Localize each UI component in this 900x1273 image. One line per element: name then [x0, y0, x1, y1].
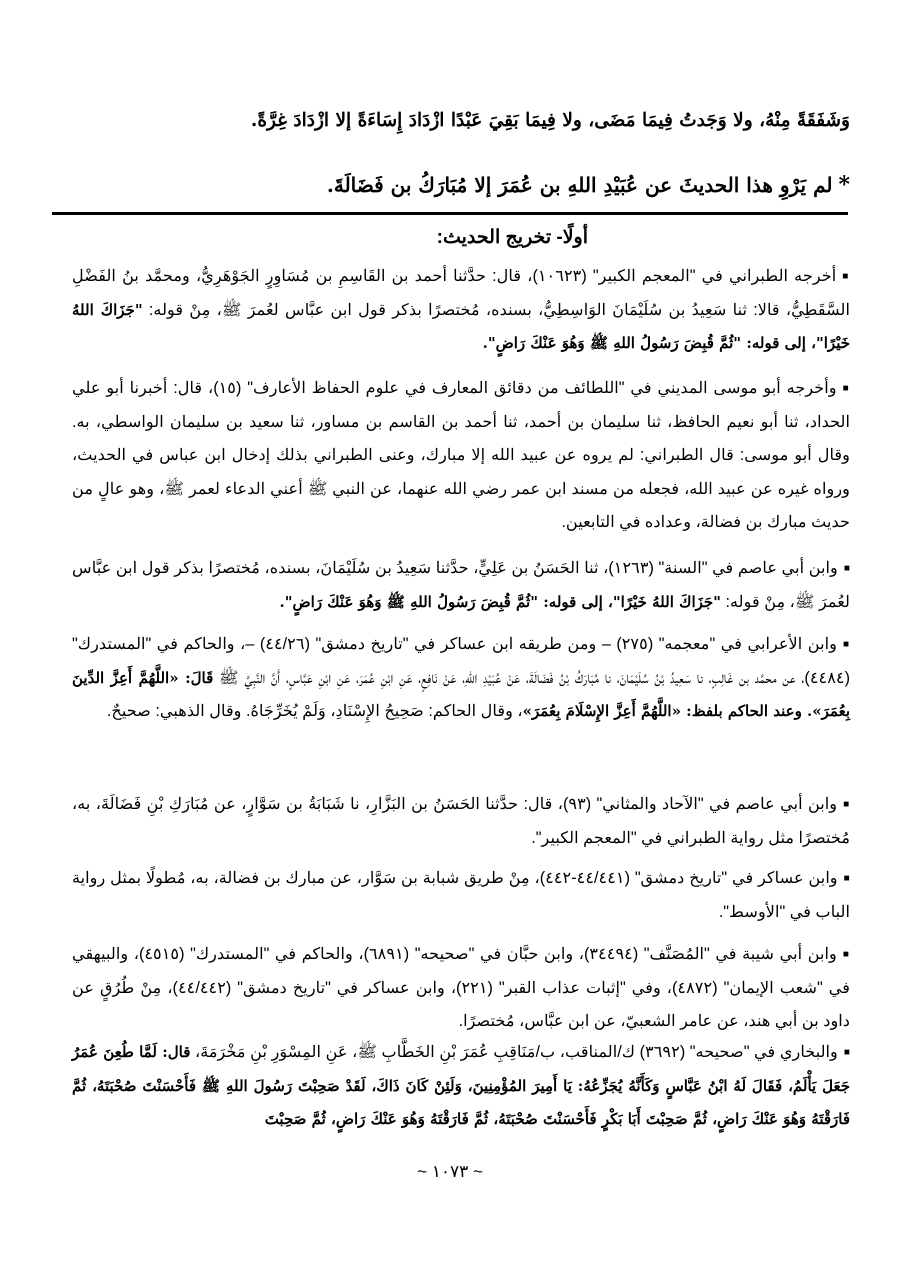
horizontal-divider [52, 212, 848, 215]
paragraph-text: والبخاري في "صحيحه" (٣٦٩٢) ك/المناقب، ب/مَنَاقِبِ عُمَرَ بْنِ الخَطَّابِ ﷺ، عَنِ المِسْوَرِ بْنِ مَخْرَمَةَ، [190, 1043, 838, 1062]
section-title-text: أولًا- تخريج الحديث: [436, 227, 588, 248]
paragraph-text: وابن أبي عاصم في "السنة" (١٢٦٣)، ثنا الحَسَنُ بن عَلِيٍّ، حدَّثنا سَعِيدُ بن سُلَيْمَانَ، بسنده، مُختصرًا بذكر قول ابن عبَّاس لعُمرَ ﷺ، مِنْ قوله: [72, 559, 850, 611]
paragraph-text: أخرجه الطبراني في "المعجم الكبير" (١٠٦٢٣)، قال: حدَّثنا أحمد بن القَاسِمِ بن مُسَاوِرٍ الجَوْهَرِيُّ، ومحمَّد بنُ الفَضْلِ السَّقَطِيُّ، قالا: ثنا سَعِيدُ بن سُلَيْمَانَ الوَاسِطِيُّ، بسنده، مُختصرًا بذكر قول ابن عبَّاس لعُمرَ ﷺ، مِنْ قوله: [72, 267, 850, 319]
paragraph-quote: قال: لَمَّا طُعِنَ عُمَرُ جَعَلَ يَأْلَمُ، فَقَالَ لَهُ ابْنُ عَبَّاسٍ وَكَأَنَّهُ يُجَزِّعُهُ: يَا أَمِيرَ المُؤْمِنِينَ، وَلَئِنْ كَانَ ذَاكَ، لَقَدْ صَحِبْتَ رَسُولَ اللهِ ﷺ فَأَحْسَنْتَ صُحْبَتَهُ، ثُمَّ فَارَقْتَهُ وَهُوَ عَنْكَ رَاضٍ، ثُمَّ صَحِبْتَ أَبَا بَكْرٍ فَأَحْسَنْتَ صُحْبَتَهُ، ثُمَّ فَارَقْتَهُ وَهُوَ عَنْكَ رَاضٍ، ثُمَّ صَحِبْتَ [72, 1043, 850, 1129]
bullet-icon: ■ [843, 1047, 850, 1058]
section-title [437, 226, 588, 249]
paragraph-1 [72, 260, 850, 361]
paragraph-5 [72, 788, 850, 855]
paragraph-4 [72, 628, 850, 729]
paragraph-tail: ، وقال الحاكم: صَحِيحُ الإِسْنَادِ، وَلَمْ يُخَرِّجَاهُ. وقال الذهبي: صحيحٌ. [106, 702, 523, 721]
paragraph-text: وابن أبي شيبة في "المُصَنَّف" (٣٤٤٩٤)، وابن حبَّان في "صحيحه" (٦٨٩١)، والحاكم في "المستدرك" (٤٥١٥)، والبيهقي في "شعب الإيمان" (٤٨٧٢)، وفي "إثبات عذاب القبر" (٢٢١)، وابن عساكر في "تاريخ دمشق" (٤٤/٤٤٢)، مِنْ طُرُقٍ عن داود بن أبي هند، عن عامر الشعبيّ، عن ابن عبَّاس، مُختصرًا. [72, 945, 850, 1031]
bullet-icon: ■ [843, 873, 850, 884]
paragraph-2 [72, 372, 850, 540]
bullet-icon: ■ [842, 639, 850, 650]
paragraph-6 [72, 862, 850, 929]
paragraph-quote: "جَزَاكَ اللهُ خَيْرًا"، إلى قوله: "ثُمَّ قُبِضَ رَسُولُ اللهِ ﷺ وَهُوَ عَنْكَ رَاضٍ". [72, 300, 850, 353]
paragraph-quote: "جَزَاكَ اللهُ خَيْرًا"، إلى قوله: "ثُمَّ قُبِضَ رَسُولُ اللهِ ﷺ وَهُوَ عَنْكَ رَاضٍ". [279, 592, 721, 611]
paragraph-text: وابن عساكر في "تاريخ دمشق" (٤٤/٤٤١-٤٤٢)، مِنْ طريق شبابة بن سَوَّار، عن مبارك بن فضالة، به، مُطولًا بمثل رواية الباب في "الأوسط". [72, 869, 850, 921]
paragraph-3 [72, 552, 850, 619]
bullet-icon: ■ [843, 799, 850, 810]
header-line-2-text: لم يَرْوِ هذا الحديثَ عن عُبَيْدِ اللهِ بن عُمَرَ إلا مُبَارَكُ بن فَضَالَةَ. [326, 173, 833, 197]
header-line-2 [72, 170, 850, 200]
paragraph-text: وابن الأعرابي في "معجمه" (٢٧٥) – ومن طريقه ابن عساكر في "تاريخ دمشق" (٤٤/٢٦) –، والحاكم في "المستدرك" (٤٤٨٤)، عن محمَّد بن غَالِبٍ، نا سَعِيدُ بْنُ سُلَيْمَانَ، نا مُبَارَكُ بْنُ فَضَالَةَ، عَنْ عُبَيْدِ اللهِ، عَنْ نَافِعٍ، عَنِ ابْنِ عُمَرَ، عَنِ ابْنِ عَبَّاسٍ، أَنَّ النَّبِيَّ ﷺ [72, 635, 850, 687]
paragraph-7 [72, 938, 850, 1039]
bullet-icon: ■ [842, 949, 850, 960]
paragraph-quote: قَالَ: «اللَّهُمَّ أَعِزَّ الدِّينَ بِعُمَرَ». وعند الحاكم بلفظ: «اللَّهُمَّ أَعِزَّ الإِسْلَامَ بِعُمَرَ» [72, 668, 850, 721]
page-number: ~ ١٠٧٣ ~ [417, 1162, 483, 1181]
header-line-1: وَشَفَقَةً مِنْهُ، ولا وَجَدتُ فِيمَا مَضَى، ولا فِيمَا بَقِيَ عَبْدًا ازْدَادَ إِسَاءَةً إلا ازْدَادَ غِرَّةً. [250, 110, 850, 131]
bullet-icon: ■ [842, 271, 850, 282]
paragraph-text: وأخرجه أبو موسى المديني في "اللطائف من دقائق المعارف في علوم الحفاظ الأعارف" (١٥)، قال: أخبرنا أبو علي الحداد، ثنا أبو نعيم الحافظ، ثنا سليمان بن أحمد، ثنا أحمد بن القاسم بن مساور، ثنا سعيد بن سليمان الواسطي، به. وقال أبو موسى: قال الطبراني: لم يروه عن عبيد الله إلا مبارك، وعنى الطبراني بذلك إدخال ابن عباس في الحديث، ورواه غيره عن عبيد الله، فجعله من مسند ابن عمر رضي الله عنهما، عن النبي ﷺ أعني الدعاء لعمر ﷺ، وهو عالٍ من حديث مبارك بن فضالة، وعداده في التابعين. [72, 379, 850, 532]
paragraph-8 [72, 1036, 850, 1137]
paragraph-text: وابن أبي عاصم في "الآحاد والمثاني" (٩٣)، قال: حدَّثنا الحَسَنُ بن البَزَّارِ، نا شَبَابَةُ بن سَوَّارٍ، عن مُبَارَكِ بْنِ فَضَالَةَ، به، مُختصرًا مثل رواية الطبراني في "المعجم الكبير". [72, 795, 850, 847]
bullet-icon: ■ [843, 563, 851, 574]
asterisk-marker: * [838, 172, 850, 198]
bullet-icon: ■ [842, 383, 850, 394]
